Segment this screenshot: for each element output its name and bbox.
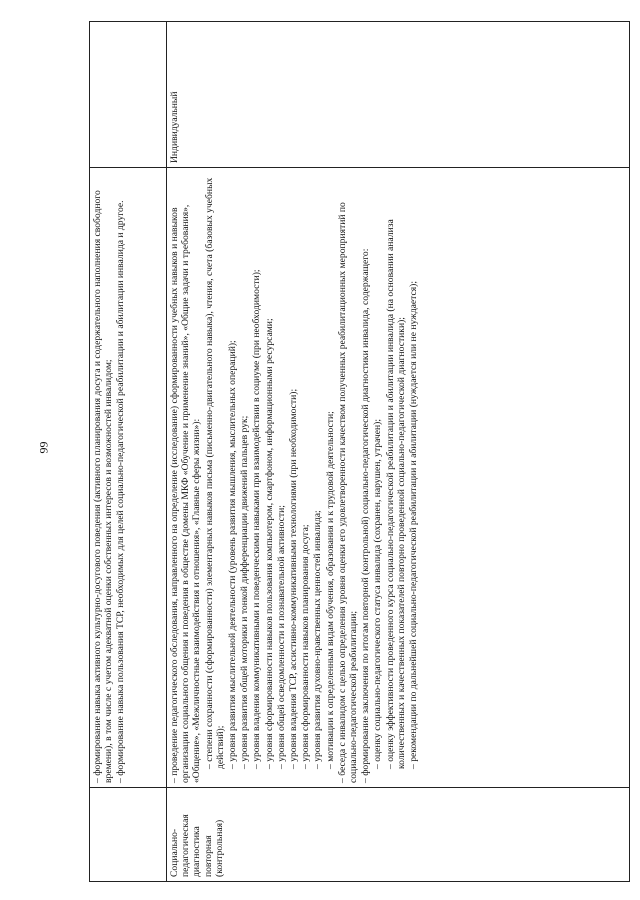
list-item: – оценку социально-педагогического статуса инвалида (сохранен, нарушен, утрачен); bbox=[372, 418, 384, 769]
list-item: – рекомендации по дальнейшей социально-педагогической реабилитации и абилитации (нуждается или не нуждается); bbox=[408, 280, 420, 769]
list-item: – уровня владения коммуникативными и поведенческими навыками при взаимодействии в социуме (при необходимости); bbox=[251, 269, 263, 769]
list-item: – уровня владения ТСР, ассистивно-коммуникативными технологиями (при необходимости); bbox=[288, 388, 300, 769]
list-item: – проведение педагогического обследования, направленного на определение (исследование) сформированности учебных навыков и навыков организации социального общения и поведения в обществе (домены МКФ «Обучение и применение знаний», «Общие задачи и требования», «Общение», «Межличностные взаимодействия и отношения», «Главные сферы жизни»): bbox=[169, 204, 203, 783]
stage-cell: Социально-педагогическая диагностика повторная (контрольная) bbox=[167, 788, 630, 882]
list-item: – уровня сформированности навыков пользования компьютером, смартфоном, информационными ресурсами; bbox=[263, 318, 275, 769]
type-cell bbox=[90, 22, 167, 168]
list-item: – уровня общей осведомленности и познавательной активности; bbox=[275, 505, 287, 769]
type-cell: Индивидуальный bbox=[167, 22, 630, 168]
list-item: – степени сохранности (сформированности) элементарных навыков письма (письменно-двигательного навыка), чтения, счета (базовых учебных действий); bbox=[203, 177, 226, 769]
table-row bbox=[90, 22, 167, 882]
page-number: 99 bbox=[36, 441, 51, 454]
list-item: – формирование навыка пользования ТСР, необходимых для целей социально-педагогической реабилитации и абилитации инвалида и другое. bbox=[115, 200, 127, 783]
list-item: – уровня развития мыслительной деятельности (уровень развития мышления, мыслительных операций); bbox=[227, 340, 239, 769]
list-item: – формирование навыка активного культурно-досугового поведения (активного планирования досуга и содержательного наполнения свободного времени), в том числе с учетом адекватной оценки собственных интересов и возможностей инвалидом; bbox=[92, 190, 115, 783]
stage-cell bbox=[90, 788, 167, 882]
list-item: – беседа с инвалидом с целью определения уровня оценки его удовлетворенности качеством полученных реабилитационных мероприятий по социально-педагогической реабилитации; bbox=[336, 202, 360, 783]
list-item: – мотивации к определенным видам обучения, образования и к трудовой деятельности; bbox=[324, 411, 336, 769]
list-item: – уровня развития духовно-нравственных ценностей инвалида; bbox=[312, 510, 324, 769]
measures-table bbox=[89, 21, 630, 882]
rotated-content bbox=[89, 22, 629, 882]
list-item: – оценку эффективности проведенного курса социально-педагогической реабилитации и абилитации инвалида (на основании анализа количественных и качественных показателей повторно проведенной социально-педагогической диагностики); bbox=[384, 219, 407, 769]
list-item: – уровня развития общей моторики и тонкой дифференциации движений пальцев рук; bbox=[239, 415, 251, 769]
list-item: – формирование заключения по итогам повторной (контрольной) социально-педагогической диагностики инвалида, содержащего: bbox=[360, 248, 372, 783]
content-cell bbox=[167, 168, 630, 788]
table-row bbox=[167, 22, 630, 882]
content-cell bbox=[90, 168, 167, 788]
list-item: – уровня сформированности навыков планирования досуга; bbox=[300, 524, 312, 769]
